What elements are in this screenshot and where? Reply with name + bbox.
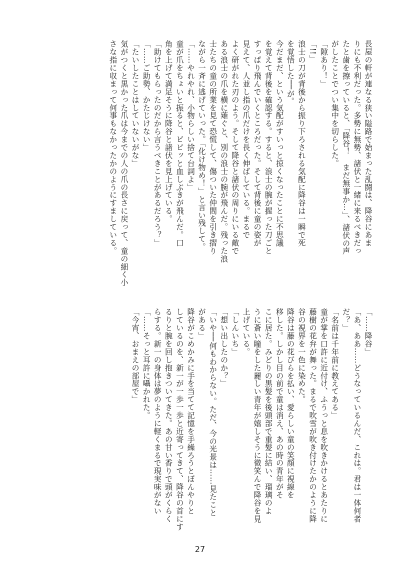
lower-text-block — [28, 308, 374, 530]
text-line: 上げている。 — [241, 308, 251, 356]
text-line: 「!!」 — [308, 40, 318, 63]
text-line: よく研がれた刃のよう。そして降谷と諸伏の周りにいる敵で — [230, 40, 240, 255]
text-line: しているのを、新一が一歩一歩と近寄ってきて、降谷の首にす — [175, 308, 185, 531]
text-line: すっぱり飛んでいくところだった。そして背後に童の姿が — [253, 40, 263, 247]
text-line: 浪士の刀が背後から振り下ろされる気配に降谷は一瞬で死 — [297, 40, 307, 247]
text-line: 降谷がこめかみに手を当てて記憶を手繰ろうとぼんやりと — [186, 308, 196, 515]
text-line: 「想い出したのか？」 — [219, 308, 229, 388]
text-line: 角を上げて満足そうに降谷と諸伏を見上げている。 — [164, 40, 174, 223]
text-line: りにも不利だった。多勢に無勢、諸伏と一緒に来るべきだっ — [352, 40, 362, 255]
text-line: ながら一斉に逃げていった。「化け物め！」と言い残して。 — [197, 40, 207, 251]
text-line: がある」 — [197, 308, 207, 340]
text-line: 「……そっと耳許に囁かれた。 — [142, 308, 152, 420]
text-line: らする。新一の身体は夢のように軽くまるで現実味がない — [153, 308, 163, 515]
text-line: 見えて、人並し指の爪だけを長く伸ばしている。まるで — [241, 40, 251, 239]
text-line: 「あ、ああ……どうなっているんだ、これは。君は一体何者 — [352, 308, 362, 523]
text-line: 「……ご助勢、かたじけない」 — [142, 40, 152, 152]
text-line: 藤樹の花弁が舞った。まるで吹雪が吹き付けたかのように降 — [308, 308, 318, 523]
text-line: こに居た。みどりの黒髪を後頭部で重髪に結い、瑠璃のよ — [264, 308, 274, 515]
text-line: 「今宵、おまえの部屋で」 — [131, 308, 141, 404]
text-line: 「いや──何もわからない。ただ、今の光景は……見たこと — [208, 308, 218, 517]
text-line: 童が掌を口許に近付け、ふうっと息を吹きかけるとあたりに — [319, 308, 329, 523]
text-line: を覚えて背後を確認する。すると、浪士の腕が握った刀ごと — [264, 40, 274, 255]
text-line: 谷の視界を一色に染めた。 — [297, 308, 307, 404]
text-line: 士たちの童の所業を見て恐慌して、傷ついた仲間を引き摺り — [208, 40, 218, 255]
text-line: 長屋の軒が連なる狭い隘路で始まった乱闘は、降谷にあま — [364, 40, 373, 247]
page-number: 27 — [194, 545, 206, 554]
text-line: 移した。しかし目の前で童は消え、あの時の青年がそ — [275, 308, 285, 499]
text-line: 「……やれやれ、小物らしい捨て台詞よ」 — [186, 40, 196, 192]
text-line: 「たいしたことはしていないがな」 — [131, 40, 141, 168]
text-line: ある浪士の爪を横に薙ぐと、別の浪士の腕が飛んだ。残った浪 — [219, 40, 229, 263]
text-line: 童が爪をちょいと振ると、ビピッと血しぶきが飛んだ。口 — [175, 40, 185, 247]
text-line: るりと腕を回し抱きついてきた。あの甘い香りで頭がくらく — [164, 308, 174, 523]
upper-text-block — [28, 40, 374, 295]
text-line: 「助けてもらったのだから言うべきことがあるだろう？」 — [153, 40, 163, 247]
text-line: 「隙あり！」 — [319, 40, 329, 88]
text-line: さな指に収まって何事もなかったかのようにすましている。 — [108, 40, 118, 255]
text-line: 降谷は藤の花びらを払い、愛らしい童の笑顔に視線を — [286, 308, 296, 499]
text-line: を覚悟した──が。 — [286, 40, 296, 106]
text-line: うに蒼い瞳をした麗しい青年が嬉しそうに微笑んで降谷を見 — [253, 308, 263, 523]
text-line: 今だまだ、という気配がすいっと掠くなったことに不思議 — [275, 40, 285, 247]
text-line: 「しんいち」 — [230, 308, 240, 356]
text-line: がしたことでつい集中を切らした。 — [330, 40, 340, 168]
text-line: たと歯を擦っていると、「降谷！ まだ無事か…」、諸伏の声 — [341, 40, 351, 255]
text-line: 「……降谷」 — [364, 308, 373, 356]
text-line: だ？」 — [341, 308, 351, 332]
text-line: 「名前は千年前に教えてある」 — [330, 308, 340, 420]
text-line: 気がつくと黒かった爪は今までの人の爪の長さに戻って、童の細く小 — [119, 40, 129, 287]
